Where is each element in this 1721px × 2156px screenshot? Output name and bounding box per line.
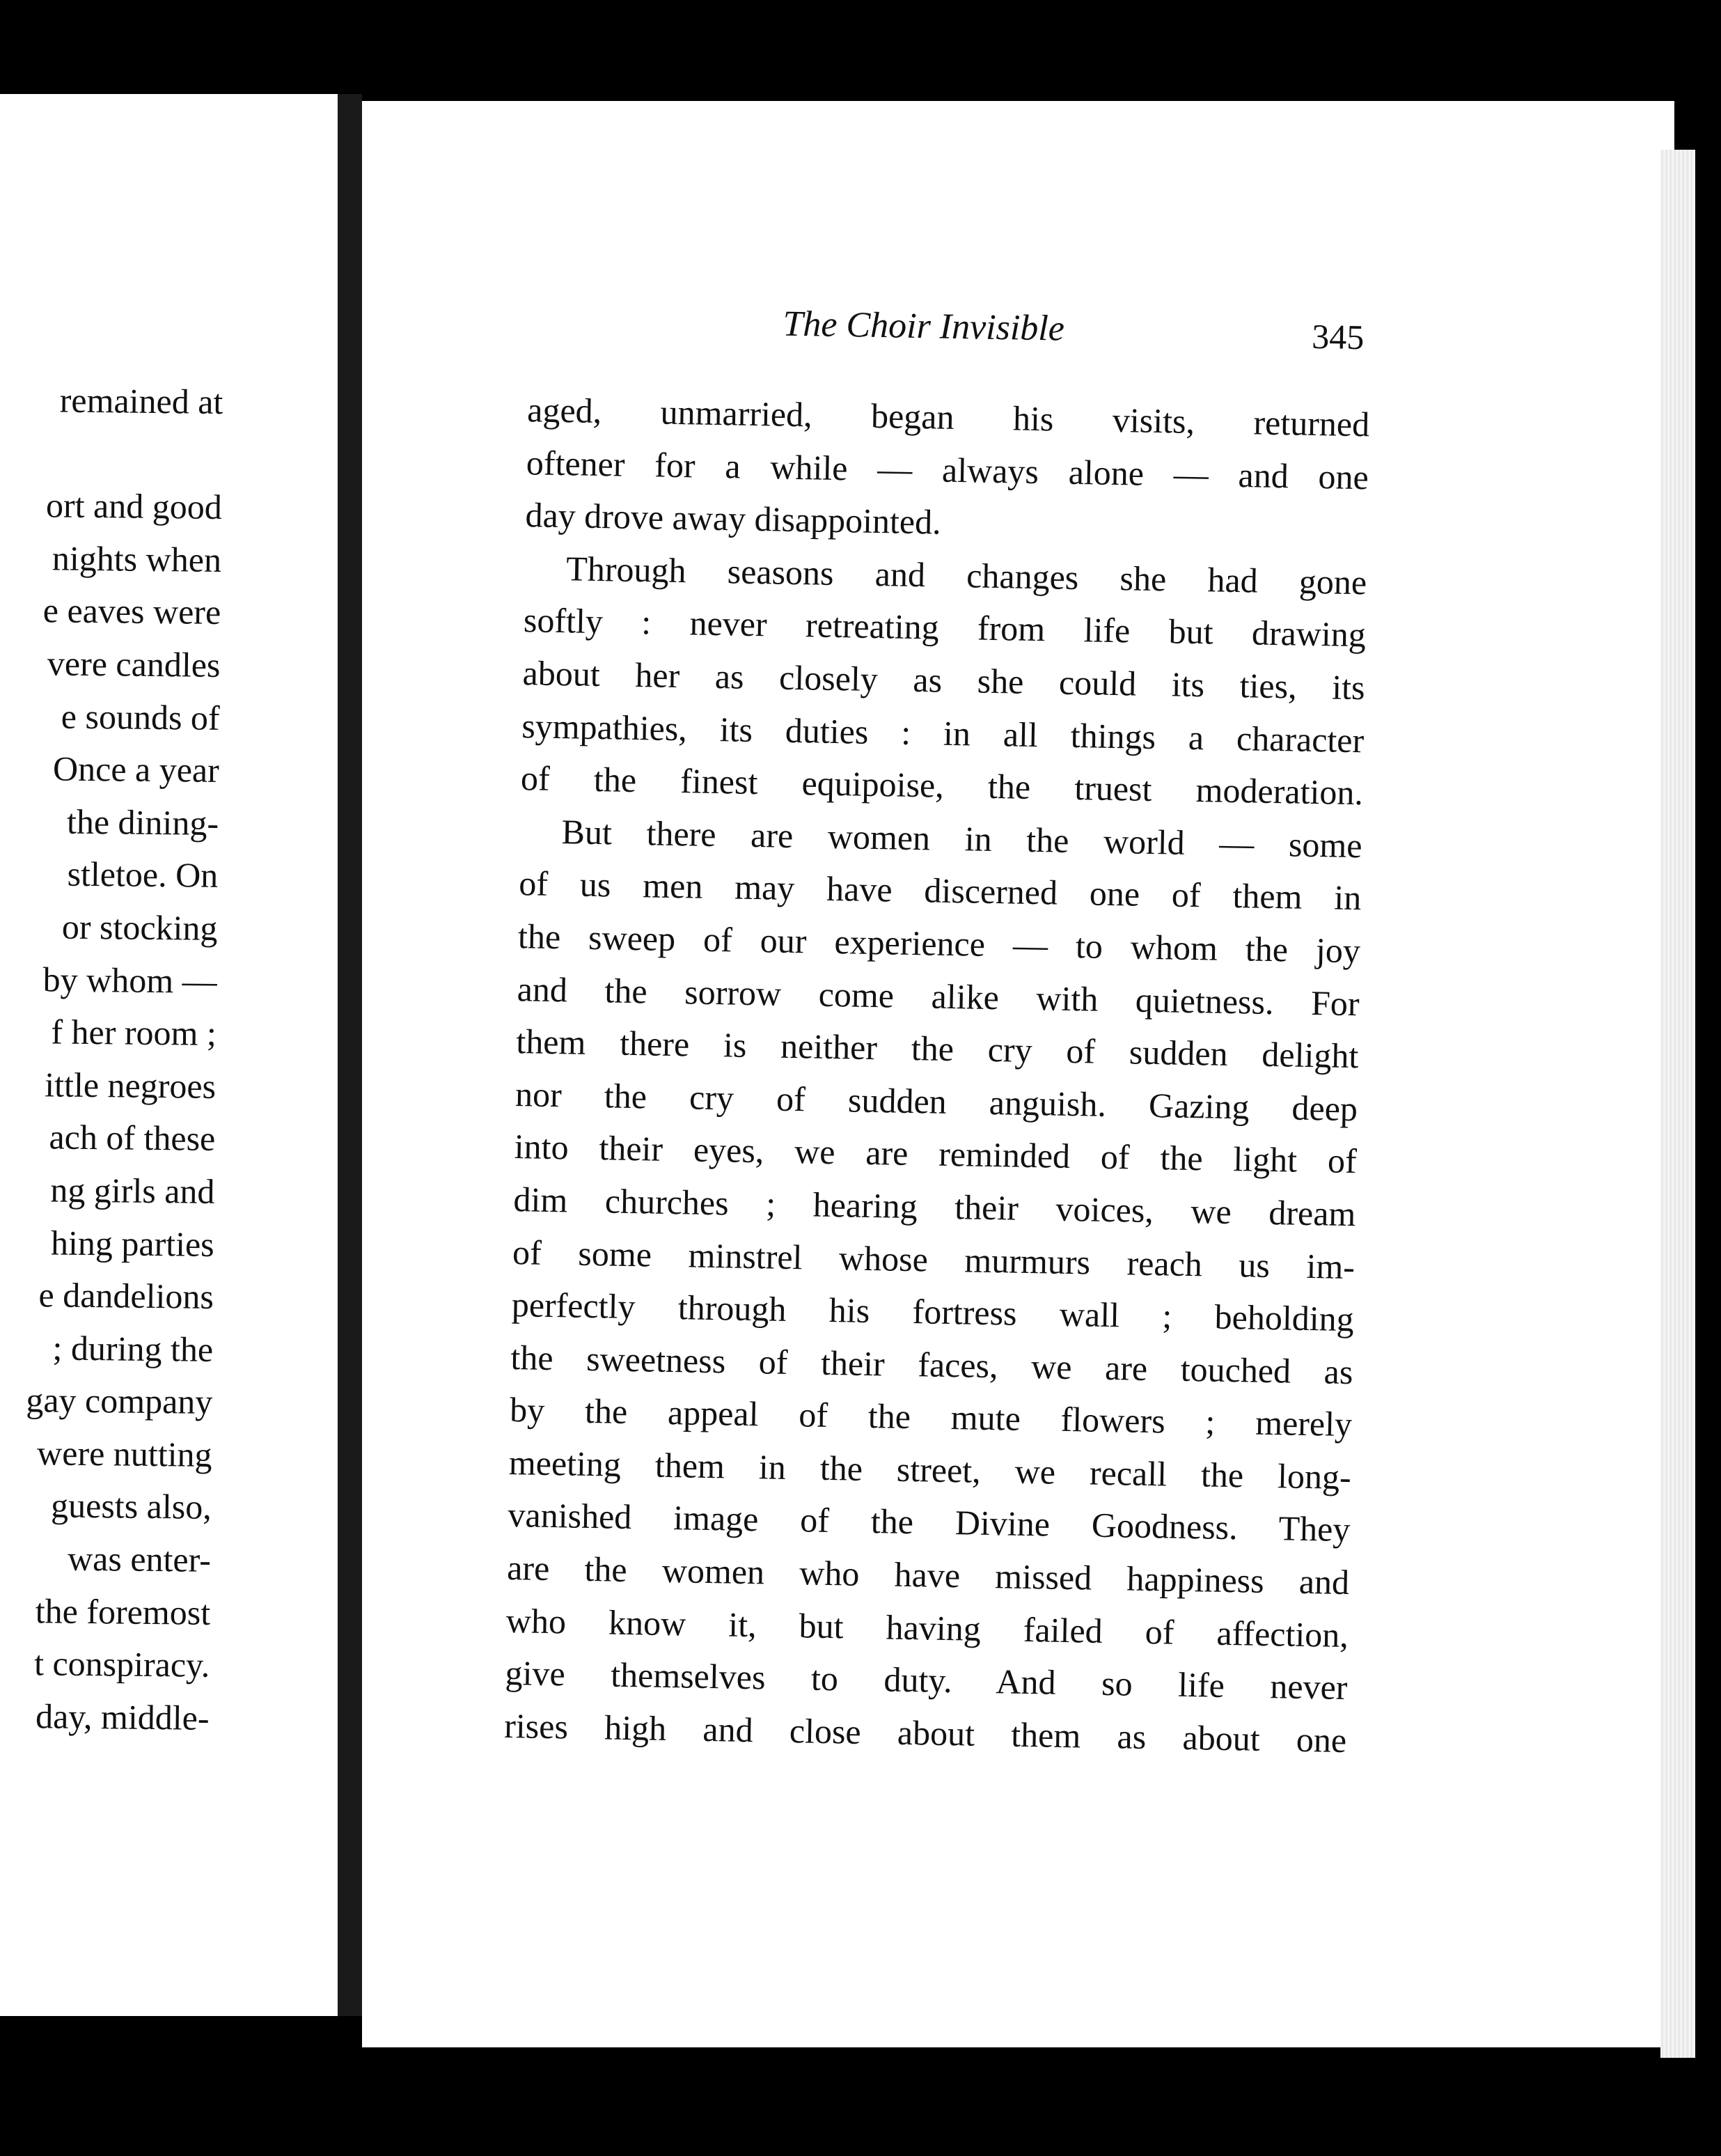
left-line: f her room ; (51, 1012, 217, 1054)
left-line: or stocking (61, 907, 218, 948)
text-line: oftener for a while — always alone — and one (526, 442, 1369, 497)
text-line: about her as closely as she could its ties, its (522, 653, 1366, 708)
text-line: meeting them in the street, we recall the long- (508, 1442, 1352, 1497)
text-line: who know it, but having failed of affection, (505, 1600, 1349, 1655)
text-line: aged, unmarried, began his visits, returned (526, 390, 1370, 444)
left-line: e eaves were (42, 591, 221, 632)
text-line: the sweetness of their faces, we are touched as (510, 1337, 1353, 1391)
book-spine (338, 94, 362, 2016)
left-page (0, 94, 338, 2016)
text-line: the sweep of our experience — to whom the joy (517, 916, 1361, 971)
left-line: e dandelions (38, 1275, 214, 1316)
left-line: ach of these (49, 1117, 216, 1159)
right-page (362, 101, 1674, 2047)
text-line: day drove away disappointed. (525, 495, 942, 542)
left-line: the foremost (35, 1591, 211, 1632)
right-page-body (362, 101, 1674, 2047)
left-line: was enter- (67, 1538, 212, 1579)
left-line: ort and good (45, 485, 223, 527)
left-line: were nutting (36, 1433, 212, 1474)
text-line: softly : never retreating from life but drawing (523, 600, 1367, 655)
left-line: guests also, (50, 1485, 212, 1527)
text-line: Through seasons and changes she had gone (565, 549, 1367, 602)
left-line: the dining- (66, 802, 219, 843)
text-line: But there are women in the world — some (561, 811, 1363, 865)
text-line: of us men may have discerned one of them in (518, 864, 1362, 918)
running-head: The Choir Invisible (783, 304, 1065, 349)
left-line: nights when (52, 538, 222, 579)
text-line: nor the cry of sudden anguish. Gazing deep (514, 1074, 1358, 1128)
text-line: them there is neither the cry of sudden delight (515, 1022, 1359, 1076)
text-line: give themselves to duty. And so life never (505, 1653, 1348, 1708)
text-line: by the appeal of the mute flowers ; merely (509, 1390, 1353, 1444)
left-line: day, middle- (35, 1696, 210, 1737)
body-text (504, 384, 1370, 1767)
text-line: perfectly through his fortress wall ; beholding (511, 1285, 1355, 1339)
left-line: ng girls and (50, 1170, 215, 1211)
left-line: vere candles (47, 643, 221, 685)
left-line: hing parties (50, 1222, 214, 1264)
left-line: stletoe. On (67, 854, 219, 896)
left-line: e sounds of (61, 696, 220, 737)
left-line (0, 422, 223, 481)
text-line: and the sorrow come alike with quietness. For (517, 969, 1360, 1023)
left-line: ; during the (52, 1328, 214, 1369)
page-fore-edge (1660, 150, 1695, 2058)
text-line: dim churches ; hearing their voices, we dream (513, 1179, 1356, 1234)
text-line: vanished image of the Divine Goodness. They (508, 1495, 1351, 1549)
text-line: are the women who have missed happiness and (506, 1548, 1350, 1602)
left-line: ittle negroes (45, 1065, 217, 1106)
text-line: of the finest equipoise, the truest moderation. (520, 758, 1364, 813)
text-line: rises high and close about them as about one (503, 1705, 1347, 1760)
text-line: sympathies, its duties : in all things a character (521, 705, 1365, 760)
left-page-text (0, 94, 226, 1744)
text-line: of some minstrel whose murmurs reach us im- (512, 1232, 1355, 1286)
left-line: by whom — (42, 959, 217, 1001)
page-number: 345 (1311, 316, 1365, 357)
text-line: into their eyes, we are reminded of the light of (514, 1127, 1358, 1181)
left-line: remained at (59, 380, 223, 421)
left-line: gay company (26, 1380, 213, 1422)
left-line: Once a year (52, 749, 220, 790)
left-line: t conspiracy. (33, 1643, 210, 1685)
